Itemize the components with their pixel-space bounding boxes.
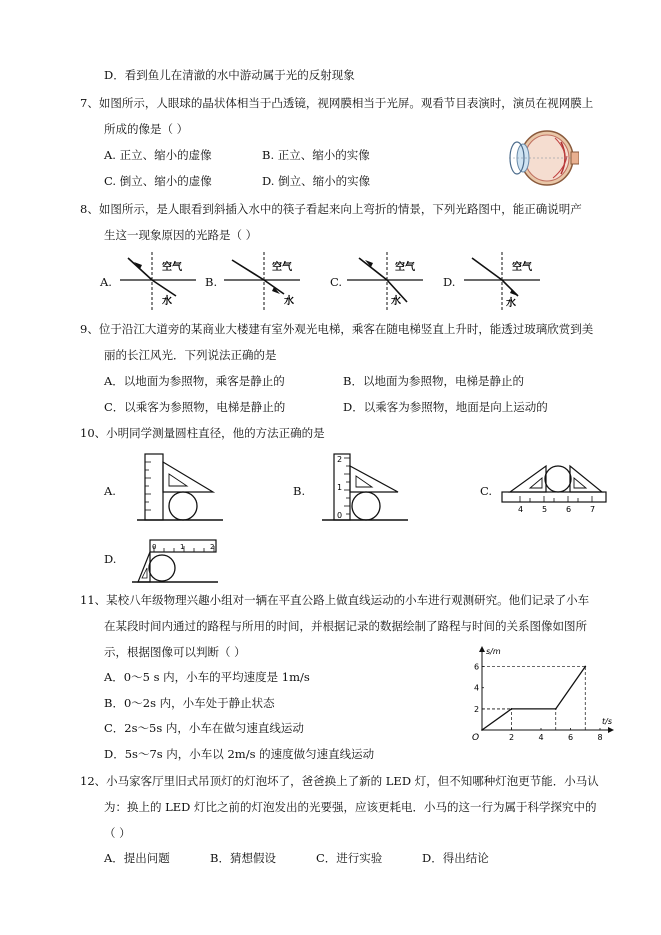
q10-figure-c: [500, 460, 610, 516]
x-tick-label: 8: [597, 733, 603, 742]
q10-figure-a: [135, 452, 225, 524]
x-axis-label: t/s: [602, 717, 612, 726]
y-tick-label: 6: [474, 662, 480, 672]
q10-c-tick-4: 4: [518, 505, 524, 514]
q11-option-c: C．2s～5s 内，小车在做匀速直线运动: [104, 721, 304, 735]
q10-option-b-label: B.: [293, 484, 306, 498]
x-tick-label: 4: [538, 733, 544, 742]
q12-option-d: D．得出结论: [422, 851, 489, 865]
q11-stem-line3: 示，根据图像可以判断（ ）: [104, 645, 246, 659]
q8-d-air-label: 空气: [512, 262, 532, 273]
origin-label: O: [472, 733, 480, 742]
y-axis-arrow: [479, 646, 485, 652]
q8-diagram-c: [345, 250, 425, 312]
q7-option-a: A. 正立、缩小的虚像: [104, 148, 212, 162]
q10-option-a-label: A.: [104, 484, 116, 498]
q10-b-tick-2: 2: [337, 455, 343, 464]
q12-stem-line1: 12、小马家客厅里旧式吊顶灯的灯泡坏了，爸爸换上了新的 LED 灯，但不知哪种灯泡更节能．小马认: [80, 774, 599, 788]
q12-option-a: A．提出问题: [104, 851, 170, 865]
q7-option-c: C. 倒立、缩小的虚像: [104, 174, 212, 188]
data-point: [481, 729, 483, 731]
q10-d-tick-2: 2: [210, 543, 215, 551]
q8-diagram-a: [118, 250, 198, 312]
q9-option-c: C．以乘客为参照物，电梯是静止的: [104, 400, 286, 414]
q7-option-d: D. 倒立、缩小的实像: [262, 174, 371, 188]
q9-stem-line2: 丽的长江风光．下列说法正确的是: [104, 348, 277, 362]
q9-stem-line1: 9、位于沿江大道旁的某商业大楼建有室外观光电梯，乘客在随电梯竖直上升时，能透过玻璃欣赏到美: [80, 322, 594, 336]
q8-option-b-label: B.: [205, 275, 218, 289]
q11-option-d: D．5s～7s 内，小车以 2m/s 的速度做匀速直线运动: [104, 747, 375, 761]
q8-c-air-label: 空气: [395, 262, 415, 273]
chart-axes: [479, 646, 614, 733]
q11-option-b: B．0～2s 内，小车处于静止状态: [104, 696, 275, 710]
q10-c-tick-6: 6: [566, 505, 572, 514]
q8-b-water-label: 水: [284, 296, 294, 307]
data-point: [584, 666, 586, 668]
q8-diagram-d: [462, 250, 542, 312]
q10-d-tick-0: 0: [152, 543, 157, 551]
q10-c-tick-5: 5: [542, 505, 548, 514]
q8-c-water-label: 水: [391, 296, 401, 307]
q10-figure-d: [130, 536, 220, 586]
q9-option-d: D．以乘客为参照物，地面是向上运动的: [343, 400, 548, 414]
q8-option-c-label: C.: [330, 275, 343, 289]
q12-option-b: B．猜想假设: [210, 851, 276, 865]
series-line: [482, 667, 585, 730]
q8-b-air-label: 空气: [272, 262, 292, 273]
q11-option-a: A．0～5 s 内，小车的平均速度是 1m/s: [104, 670, 310, 684]
distance-time-chart: [468, 646, 618, 742]
q12-stem-line3: （ ）: [104, 826, 131, 840]
q9-option-a: A．以地面为参照物，乘客是静止的: [104, 374, 285, 388]
q10-c-tick-7: 7: [590, 505, 596, 514]
q10-b-tick-1: 1: [337, 483, 343, 492]
x-tick-label: 6: [568, 733, 574, 742]
q8-a-air-label: 空气: [162, 262, 182, 273]
q8-option-d-label: D.: [443, 275, 456, 289]
q10-stem: 10、小明同学测量圆柱直径，他的方法正确的是: [80, 426, 325, 440]
q8-diagram-b: [222, 250, 302, 312]
q7-stem-line1: 7、如图所示，人眼球的晶状体相当于凸透镜，视网膜相当于光屏。观看节目表演时，演员在视网膜上: [80, 96, 594, 110]
q8-stem-line1: 8、如图所示，是人眼看到斜插入水中的筷子看起来向上弯折的情景，下列光路图中，能正确说明产: [80, 202, 582, 216]
chart-series: [481, 666, 586, 731]
y-tick-label: 4: [474, 683, 480, 693]
data-point: [555, 708, 557, 710]
q6-option-d: D．看到鱼儿在清澈的水中游动属于光的反射现象: [104, 68, 355, 82]
q10-figure-b: [320, 452, 410, 524]
q8-a-water-label: 水: [162, 296, 172, 307]
chart-tick-labels: [472, 647, 612, 742]
q11-stem-line2: 在某段时间内通过的路程与所用的时间，并根据记录的数据绘制了路程与时间的关系图像如图所: [104, 619, 587, 633]
x-tick-label: 2: [509, 733, 515, 742]
q10-option-d-label: D.: [104, 552, 117, 566]
q8-d-water-label: 水: [506, 298, 516, 309]
q8-stem-line2: 生这一现象原因的光路是（ ）: [104, 228, 258, 242]
q7-stem-line2: 所成的像是（ ）: [104, 122, 189, 136]
y-tick-label: 2: [474, 704, 480, 714]
x-axis-arrow: [608, 727, 614, 733]
q10-option-c-label: C.: [480, 484, 493, 498]
chart-guide-lines: [482, 667, 585, 730]
data-point: [511, 708, 513, 710]
y-axis-label: s/m: [486, 647, 501, 656]
q7-option-b: B. 正立、缩小的实像: [262, 148, 370, 162]
q9-option-b: B．以地面为参照物，电梯是静止的: [343, 374, 524, 388]
q10-b-tick-0: 0: [337, 511, 343, 520]
q12-stem-line2: 为：换上的 LED 灯比之前的灯泡发出的光要强，应该更耗电．小马的这一行为属于科学探究中的: [104, 800, 597, 814]
q12-option-c: C．进行实验: [316, 851, 383, 865]
q10-d-tick-1: 1: [180, 543, 185, 551]
q8-option-a-label: A.: [100, 275, 112, 289]
q11-stem-line1: 11、某校八年级物理兴趣小组对一辆在平直公路上做直线运动的小车进行观测研究。他们记录了小车: [80, 593, 590, 607]
eye-anatomy-figure: [503, 128, 579, 190]
